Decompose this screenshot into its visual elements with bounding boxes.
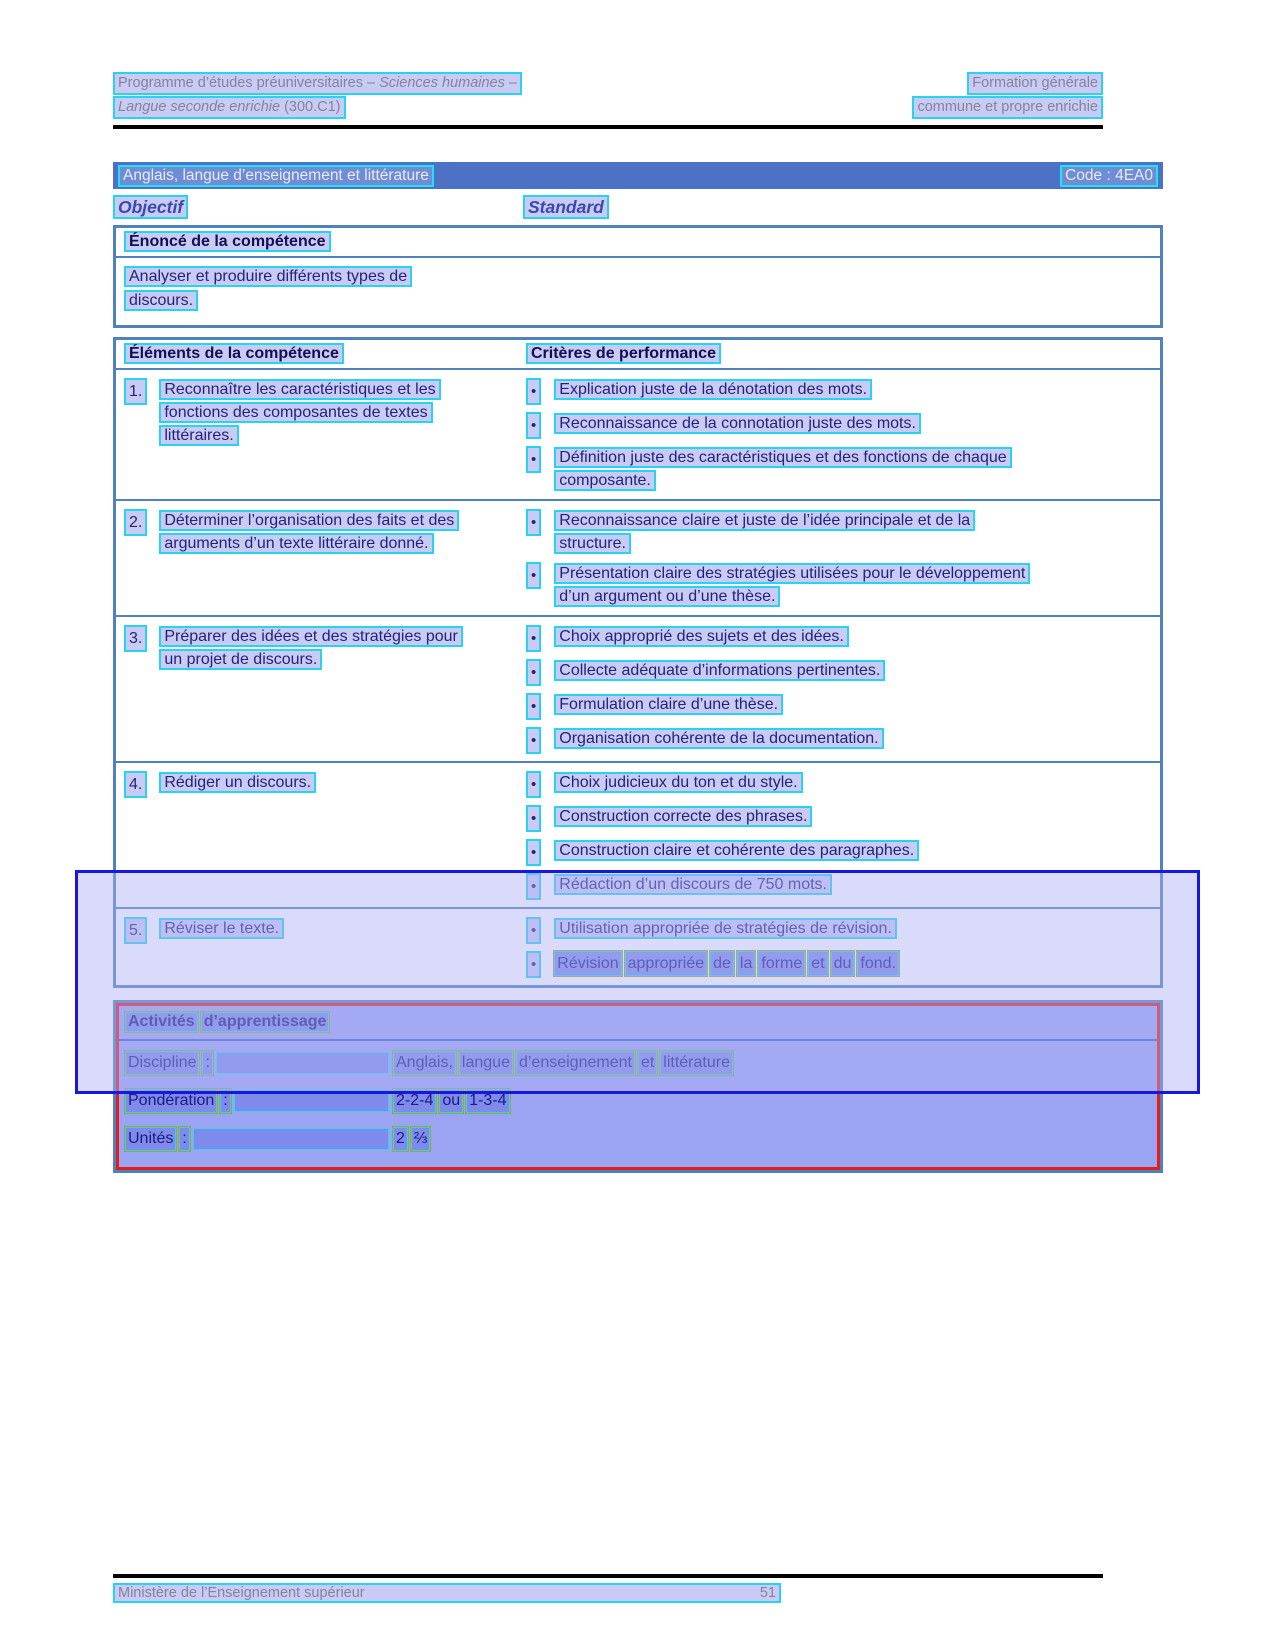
element-cell [124,625,526,761]
table-row-1 [116,370,1160,501]
enonce-heading: Énoncé de la compétence [124,231,331,252]
criterion-text: Formulation claire d’une thèse. [554,694,783,715]
activity-label: Pondération : [125,1089,234,1115]
element-cell [124,771,526,907]
activity-value: 2-2-4 ou 1-3-4 [393,1089,513,1115]
element-text: Rédiger un discours. [159,772,316,793]
activities-row-discipline [125,1051,1151,1077]
bullet-icon: • [526,951,541,978]
activities-row-ponderation [125,1089,1151,1115]
criterion-text: Reconnaissance claire et juste de l’idée principale et de la structure. [554,510,975,554]
header-left-1: Programme d’études préuniversitaires – Sciences humaines – [113,72,522,95]
header-right-1: Formation générale [967,72,1103,95]
tab-highlight [216,1052,389,1074]
criterion-text: Reconnaissance de la connotation juste des mots. [554,413,921,434]
element-text: Réviser le texte. [159,918,284,939]
activities-heading: Activités d’apprentissage [119,1006,1157,1041]
footer-rule [113,1574,1103,1578]
header-left-2: Langue seconde enrichie (300.C1) [113,96,346,119]
header-line-2 [113,96,1103,119]
bullet-icon: • [526,873,541,900]
page-number: 51 [759,1585,776,1601]
criterion-text: Présentation claire des stratégies utilisées pour le développement d’un argument ou d’une thèse. [554,563,1030,607]
activity-label: Unités : [125,1127,193,1153]
enonce-table [113,225,1163,328]
criterion-text: Construction claire et cohérente des paragraphes. [554,840,919,861]
title-bar [113,162,1163,189]
header-line-1 [113,72,1103,95]
criterion-text-highlighted: Révision appropriée de la forme et du fond. [554,955,902,972]
criteria-cell [526,771,1152,907]
bullet-icon: • [526,509,541,536]
criteria-cell [526,378,1152,499]
bullet-icon: • [526,805,541,832]
footer-text: Ministère de l’Enseignement supérieur [118,1585,365,1601]
standard-label: Standard [523,195,609,219]
bullet-icon: • [526,839,541,866]
criterion-text: Organisation cohérente de la documentation. [554,728,883,749]
tab-highlight [193,1128,389,1150]
page-header [113,72,1103,129]
bullet-icon: • [526,771,541,798]
table-row-5 [116,909,1160,985]
element-cell [124,378,526,499]
criterion-text: Construction correcte des phrases. [554,806,812,827]
item-number: 2. [124,509,147,536]
enonce-body-row [116,258,1160,325]
item-number: 4. [124,771,147,798]
criterion-text: Choix judicieux du ton et du style. [554,772,802,793]
course-code: Code : 4EA0 [1060,165,1158,187]
activity-label: Discipline : [125,1051,216,1077]
activity-value: 2 ⅔ [393,1127,433,1153]
bullet-icon: • [526,446,541,473]
competence-table [113,337,1163,988]
criteria-cell [526,917,1152,985]
page-footer [113,1574,1103,1603]
footer-line [113,1583,781,1603]
item-number: 5. [124,917,147,944]
criterion-text: Utilisation appropriée de stratégies de révision. [554,918,897,939]
item-number: 3. [124,625,147,652]
criterion-text: Définition juste des caractéristiques et des fonctions de chaque composante. [554,447,1011,491]
activities-section [113,1000,1163,1173]
col-heading-elements: Éléments de la compétence [124,343,344,364]
bullet-icon: • [526,917,541,944]
criteria-cell [526,509,1152,615]
course-title: Anglais, langue d’enseignement et littérature [118,165,434,187]
bullet-icon: • [526,625,541,652]
col-heading-criteres: Critères de performance [526,343,721,364]
table-row-2 [116,501,1160,617]
element-text: Déterminer l’organisation des faits et des arguments d’un texte littéraire donné. [159,510,459,554]
table-row-4 [116,763,1160,909]
criterion-text: Rédaction d’un discours de 750 mots. [554,874,832,895]
item-number: 1. [124,378,147,405]
bullet-icon: • [526,727,541,754]
bullet-icon: • [526,562,541,589]
section-labels [113,197,1163,218]
activities-red-frame [116,1003,1160,1170]
objectif-label: Objectif [113,195,188,219]
bullet-icon: • [526,378,541,405]
table-row-3 [116,617,1160,763]
activities-row-unites [125,1127,1151,1153]
criterion-text: Explication juste de la dénotation des mots. [554,379,872,400]
competence-table-header [116,340,1160,370]
criteria-cell [526,625,1152,761]
bullet-icon: • [526,659,541,686]
tab-highlight [234,1090,389,1112]
element-text: Reconnaître les caractéristiques et les fonctions des composantes de textes littéraires. [159,379,440,446]
criterion-text: Collecte adéquate d’informations pertinentes. [554,660,885,681]
activity-value: Anglais, langue d’enseignement et littérature [393,1051,736,1077]
activities-body [119,1041,1157,1167]
header-right-2: commune et propre enrichie [912,96,1103,119]
enonce-heading-row [116,228,1160,258]
bullet-icon: • [526,693,541,720]
element-text: Préparer des idées et des stratégies pour un projet de discours. [159,626,463,670]
enonce-body: Analyser et produire différents types de discours. [124,266,412,311]
criterion-text: Choix approprié des sujets et des idées. [554,626,849,647]
element-cell [124,917,526,985]
header-rule [113,125,1103,129]
bullet-icon: • [526,412,541,439]
element-cell [124,509,526,615]
